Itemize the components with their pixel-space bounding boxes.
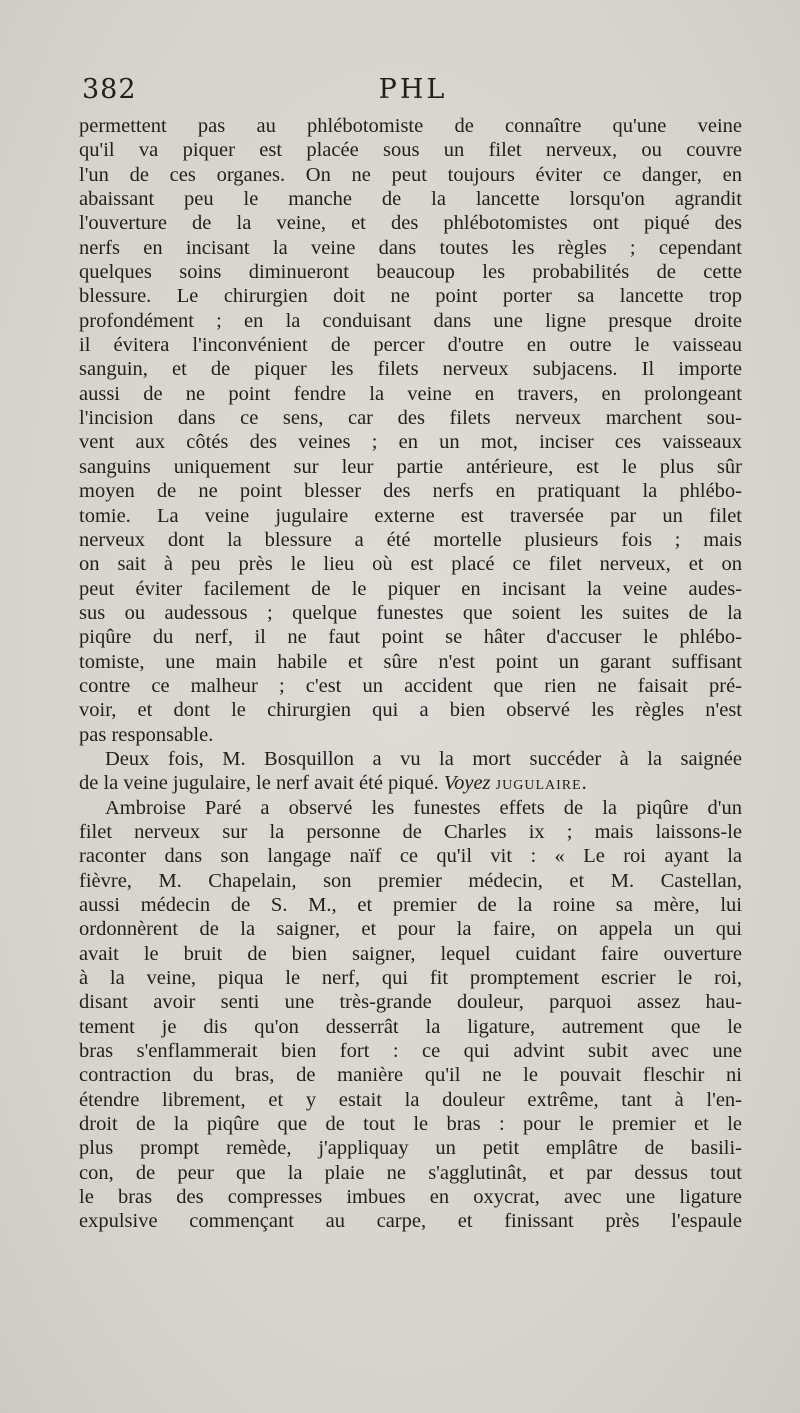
text-line: blessure. Le chirurgien doit ne point porter sa lancette trop xyxy=(79,285,742,308)
text-line: qu'il va piquer est placée sous un filet nerveux, ou couvre xyxy=(79,139,742,162)
text-line: tement je dis qu'on desserrât la ligature, autrement que le xyxy=(79,1015,742,1038)
text-line: tomiste, une main habile et sûre n'est point un garant suffisant xyxy=(79,650,742,673)
text-line: raconter dans son langage naïf ce qu'il vit : « Le roi ayant la xyxy=(79,845,742,868)
text-line: peut éviter facilement de le piquer en incisant la veine audes- xyxy=(79,577,742,600)
text-line: plus prompt remède, j'appliquay un petit emplâtre de basili- xyxy=(79,1137,742,1160)
text-line: contraction du bras, de manière qu'il ne le pouvait fleschir ni xyxy=(79,1064,742,1087)
text-line: tomie. La veine jugulaire externe est traversée par un filet xyxy=(79,504,742,527)
text-line: ordonnèrent de la saigner, et pour la faire, on appela un qui xyxy=(79,918,742,941)
text-line: contre ce malheur ; c'est un accident que rien ne faisait pré- xyxy=(79,674,742,697)
text-line: nerveux dont la blessure a été mortelle plusieurs fois ; mais xyxy=(79,528,742,551)
text-line: permettent pas au phlébotomiste de connaître qu'une veine xyxy=(79,115,742,137)
text-line: disant avoir senti une très-grande douleur, parquoi assez hau- xyxy=(79,991,742,1014)
paragraph-1 xyxy=(79,114,742,747)
page-number: 382 xyxy=(82,74,137,105)
text-line: sus ou audessous ; quelque funestes que soient les suites de la xyxy=(79,601,742,624)
text-line: droit de la piqûre que de tout le bras : pour le premier et le xyxy=(79,1113,742,1136)
paragraph-3 xyxy=(79,796,742,1234)
text-line: l'un de ces organes. On ne peut toujours éviter ce danger, en xyxy=(79,163,742,186)
text-line: pas responsable. xyxy=(79,723,214,746)
text-line: Deux fois, M. Bosquillon a vu la mort succéder à la saignée xyxy=(105,747,742,770)
text-line: voir, et dont le chirurgien qui a bien observé les règles n'est xyxy=(79,699,742,722)
text-line: on sait à peu près le lieu où est placé ce filet nerveux, et on xyxy=(79,553,742,576)
text-line: l'ouverture de la veine, et des phlébotomistes ont piqué des xyxy=(79,212,742,235)
text-line: con, de peur que la plaie ne s'agglutinât, et par dessus tout xyxy=(79,1161,742,1184)
running-head: PHL xyxy=(378,74,448,105)
text-line: fièvre, M. Chapelain, son premier médecin, et M. Castellan, xyxy=(79,869,742,892)
cross-reference: jugulaire. xyxy=(495,772,588,795)
text-line: nerfs en incisant la veine dans toutes les règles ; cependant xyxy=(79,236,742,259)
text-line xyxy=(79,771,742,795)
text-line: sanguin, et de piquer les filets nerveux subjacens. Il importe xyxy=(79,358,742,381)
paragraph-2 xyxy=(79,747,742,771)
text-line: à la veine, piqua le nerf, qui fit promptement escrier le roi, xyxy=(79,967,742,990)
text-line: l'incision dans ce sens, car des filets nerveux marchent sou- xyxy=(79,407,742,430)
text-line: moyen de ne point blesser des nerfs en pratiquant la phlébo- xyxy=(79,480,742,503)
body-text xyxy=(79,114,742,1234)
text-line: vent aux côtés des veines ; en un mot, inciser ces vaisseaux xyxy=(79,431,742,454)
voyez-italic: Voyez xyxy=(443,772,491,795)
text-line: piqûre du nerf, il ne faut point se hâter d'accuser le phlébo- xyxy=(79,626,742,649)
page-header xyxy=(82,74,744,108)
text-line: profondément ; en la conduisant dans une ligne presque droite xyxy=(79,309,742,332)
text-line: filet nerveux sur la personne de Charles ix ; mais laissons-le xyxy=(79,820,742,843)
text-line: il évitera l'inconvénient de percer d'outre en outre le vaisseau xyxy=(79,334,742,357)
text-line: aussi de ne point fendre la veine en travers, en prolongeant xyxy=(79,382,742,405)
text-line: sanguins uniquement sur leur partie antérieure, est le plus sûr xyxy=(79,455,742,478)
text-line: abaissant peu le manche de la lancette lorsqu'on agrandit xyxy=(79,188,742,211)
text-line: bras s'enflammerait bien fort : ce qui advint subit avec une xyxy=(79,1040,742,1063)
text-line: le bras des compresses imbues en oxycrat, avec une ligature xyxy=(79,1186,742,1209)
text-line: expulsive commençant au carpe, et finissant près l'espaule xyxy=(79,1210,742,1233)
text-line: Ambroise Paré a observé les funestes effets de la piqûre d'un xyxy=(105,796,742,819)
text-line: quelques soins diminueront beaucoup les probabilités de cette xyxy=(79,261,742,284)
text-line: étendre librement, et y estait la douleur extrême, tant à l'en- xyxy=(79,1088,742,1111)
text-line: avait le bruit de bien saigner, lequel cuidant faire ouverture xyxy=(79,942,742,965)
text-span: de la veine jugulaire, le nerf avait été piqué. xyxy=(79,772,444,795)
text-line: aussi médecin de S. M., et premier de la roine sa mère, lui xyxy=(79,894,742,916)
